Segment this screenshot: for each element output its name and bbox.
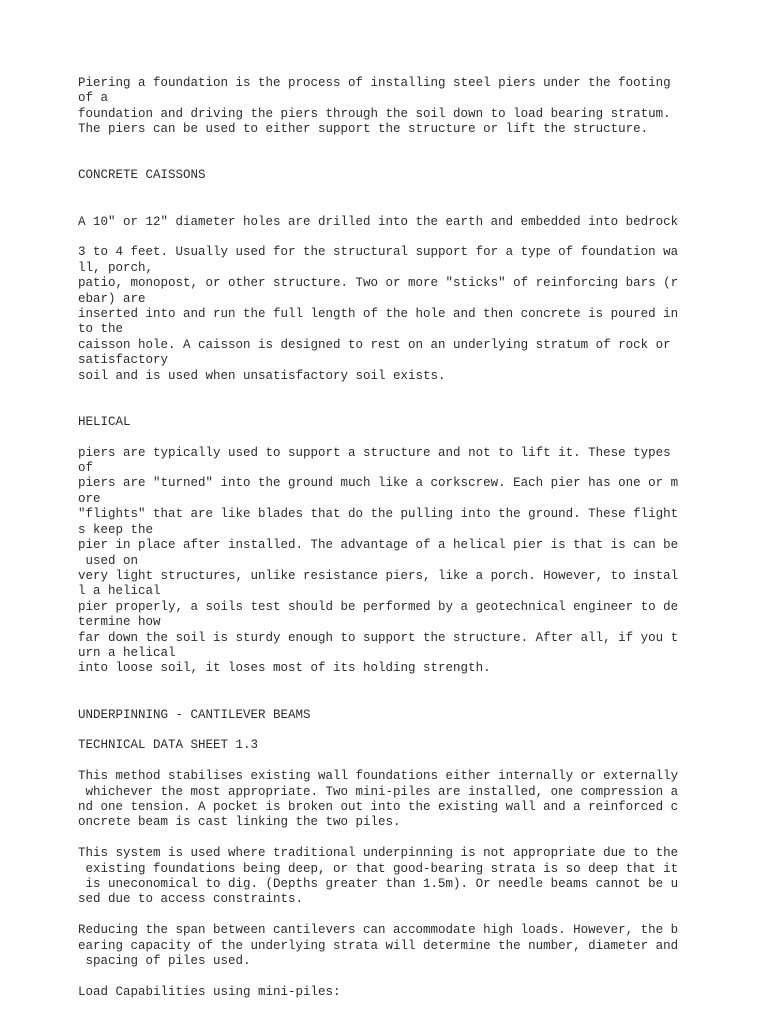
underpinning-paragraph-1: This method stabilises existing wall foundations either internally or externally whichever the most appropriate. Two mini-piles are installed, one compression a nd one tension. A pocket is broken out into the existing wall and a reinforced c oncrete beam is cast linking the two piles. (78, 769, 679, 830)
underpinning-paragraph-2: This system is used where traditional underpinning is not appropriate due to the existing foundations being deep, or that good-bearing strata is so deep that it is uneconomical to dig. (Depths greater than 1.5m). Or needle beams cannot be u sed due to access constraints. (78, 846, 679, 907)
helical-body: piers are typically used to support a structure and not to lift it. These types of piers are "turned" into the ground much like a corkscrew. Each pier has one or m ore "flights" that are like blades that do the pulling into the ground. These flight s keep the pier in place after installed. The advantage of a helical pier is that is can be used on very light structures, unlike resistance piers, like a porch. However, to instal l a helical pier properly, a soils test should be performed by a geotechnical engineer to de termine how far down the soil is sturdy enough to support the structure. After all, if you t urn a helical into loose soil, it loses most of its holding strength. (78, 445, 679, 676)
underpinning-paragraph-3: Reducing the span between cantilevers can accommodate high loads. However, the b earing capacity of the underlying strata will determine the number, diameter and spacing of piles used. (78, 923, 679, 968)
concrete-caissons-lead: A 10" or 12" diameter holes are drilled into the earth and embedded into bedrock (78, 214, 679, 229)
document-page (78, 76, 738, 1000)
section-heading-helical: HELICAL (78, 414, 131, 429)
concrete-caissons-body: 3 to 4 feet. Usually used for the structural support for a type of foundation wa ll, porch, patio, monopost, or other structure. Two or more "sticks" of reinforcing bars (r ebar) are inserted into and run the full length of the hole and then concrete is poured in to the caisson hole. A caisson is designed to rest on an underlying stratum of rock or satisfactory soil and is used when unsatisfactory soil exists. (78, 245, 679, 383)
load-capabilities-line: Load Capabilities using mini-piles: (78, 984, 341, 999)
section-heading-underpinning: UNDERPINNING - CANTILEVER BEAMS (78, 707, 311, 722)
section-heading-concrete-caissons: CONCRETE CAISSONS (78, 168, 206, 183)
technical-data-sheet-heading: TECHNICAL DATA SHEET 1.3 (78, 738, 259, 753)
intro-paragraph: Piering a foundation is the process of installing steel piers under the footing of a foundation and driving the piers through the soil down to load bearing stratum. The piers can be used to either support the structure or lift the structure. (78, 76, 671, 137)
